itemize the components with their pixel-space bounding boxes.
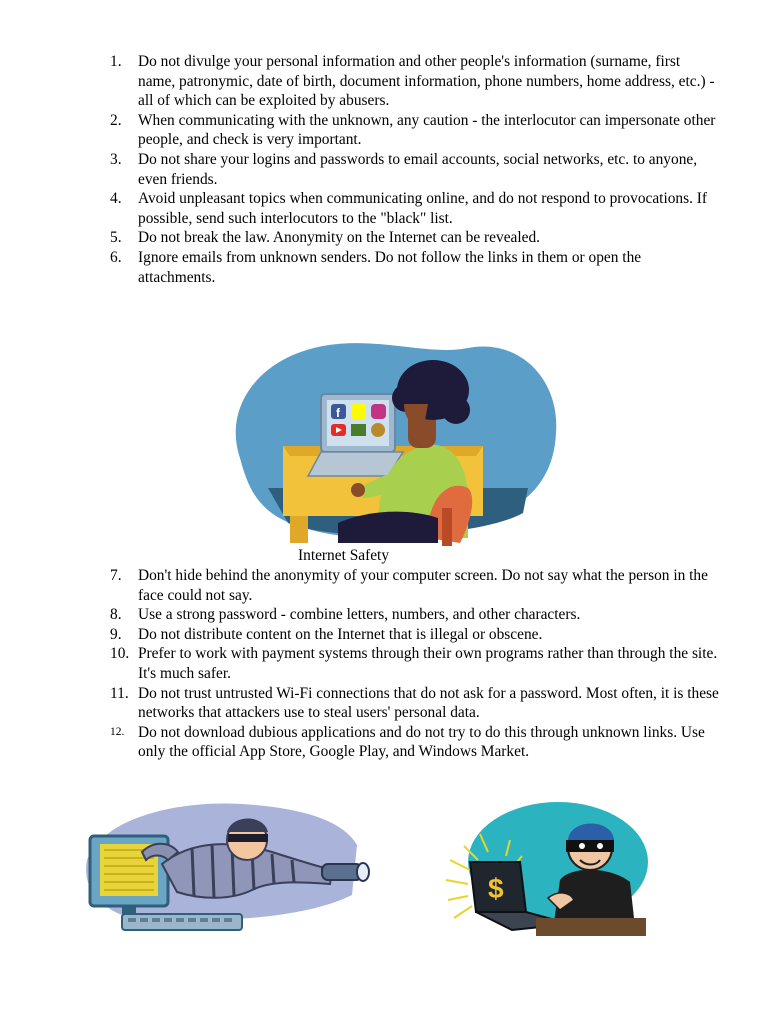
list-item (110, 723, 720, 762)
list-number: 2. (110, 111, 122, 129)
svg-text:$: $ (488, 873, 504, 904)
svg-text:f: f (336, 406, 340, 420)
list-text: Use a strong password - combine letters, numbers, and other characters. (138, 606, 581, 624)
list-number: 12. (110, 725, 125, 738)
list-item (110, 248, 720, 287)
list-text: When communicating with the unknown, any caution - the interlocutor can impersonate other people, and check is very important. (138, 111, 716, 149)
list-text: Do not divulge your personal information and other people's information (surname, first name, patronymic, date of birth, document information, phone numbers, home address, etc.) - all of which can be exploited by abusers. (138, 53, 715, 110)
list-number: 5. (110, 229, 122, 247)
list-item (110, 189, 720, 228)
list-item (110, 111, 720, 150)
list-number: 1. (110, 53, 122, 70)
list-text: Do not share your logins and passwords to email accounts, social networks, etc. to anyone, even friends. (138, 150, 698, 188)
list-text: Avoid unpleasant topics when communicating online, and do not respond to provocations. If possible, send such interlocutors to the "black" list. (138, 190, 708, 227)
list-item (110, 605, 720, 625)
person-at-laptop-illustration (228, 338, 560, 548)
list-item (110, 228, 720, 248)
list-text: Prefer to work with payment systems through their own programs rather than through the site. It's much safer. (138, 645, 718, 682)
list-item (110, 684, 720, 723)
list-number: 7. (110, 567, 122, 584)
list-number: 10. (110, 645, 130, 663)
list-item (110, 150, 720, 189)
list-text: Do not break the law. Anonymity on the Internet can be revealed. (138, 229, 541, 247)
list-number: 4. (110, 190, 122, 208)
thief-monitor-illustration (82, 800, 372, 940)
list-item (110, 644, 720, 683)
list-text: Do not trust untrusted Wi-Fi connections that do not ask for a password. Most often, it is these networks that attackers use to steal users' personal data. (138, 684, 719, 722)
list-text: Do not distribute content on the Internet that is illegal or obscene. (138, 625, 543, 643)
list-item (110, 625, 720, 645)
list-number: 3. (110, 150, 122, 168)
list-number: 6. (110, 248, 122, 266)
safety-list-part2 (110, 566, 720, 762)
hacker-laptop-illustration (440, 800, 650, 940)
safety-list-part1 (110, 52, 720, 287)
list-number: 11. (110, 684, 129, 702)
list-text: Ignore emails from unknown senders. Do not follow the links in them or open the attachments. (138, 248, 642, 286)
list-text: Don't hide behind the anonymity of your computer screen. Do not say what the person in the face could not say. (138, 567, 708, 604)
list-item (110, 52, 720, 111)
list-item (110, 566, 720, 605)
list-number: 9. (110, 625, 122, 643)
list-number: 8. (110, 606, 122, 624)
list-text: Do not download dubious applications and do not try to do this through unknown links. Use only the official App Store, Google Play, and Windows Market. (138, 723, 705, 761)
illustration-caption: Internet Safety (298, 547, 390, 564)
